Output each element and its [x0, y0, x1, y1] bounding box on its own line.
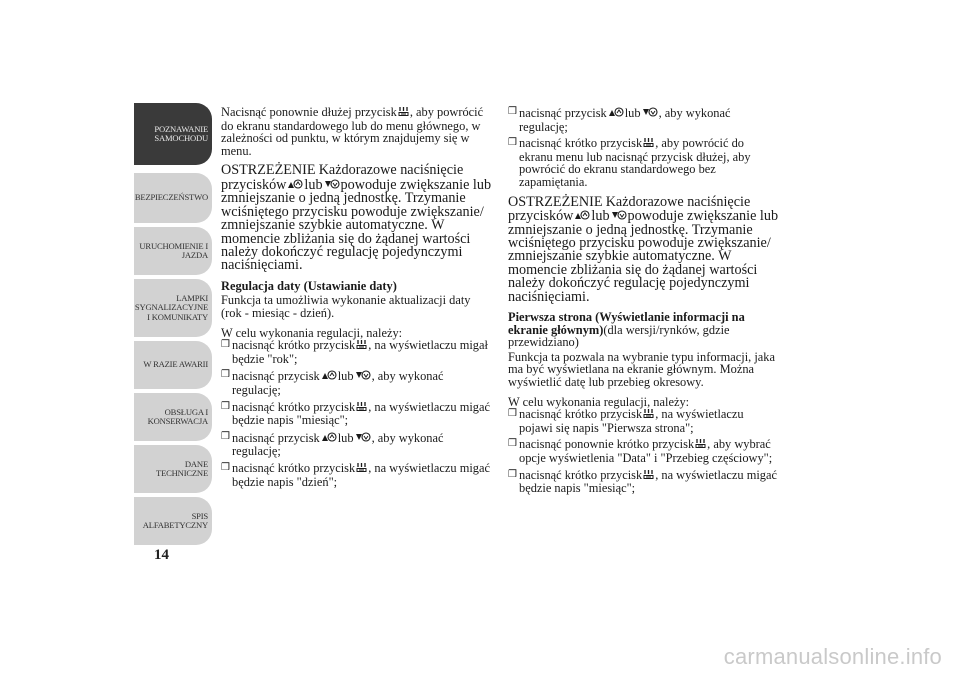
text: lub	[624, 106, 641, 120]
warning-paragraph	[508, 193, 780, 305]
list-item	[508, 438, 780, 464]
instruction-list-left	[221, 339, 493, 488]
tab-label: OBSŁUGA I KONSERWACJA	[147, 406, 208, 426]
list-item	[508, 469, 780, 495]
menu-button-icon	[356, 339, 367, 353]
menu-button-icon	[695, 438, 706, 452]
tab-spis-alfabetyczny[interactable]	[134, 497, 212, 545]
tab-label: SPIS ALFABETYCZNY	[142, 510, 208, 530]
down-button-icon	[642, 106, 658, 121]
text: nacisnąć ponownie krótko przycisk	[519, 437, 695, 452]
checkbox-bullet-icon: ❒	[221, 339, 230, 351]
warning-paragraph	[221, 164, 493, 272]
list-item	[221, 401, 493, 427]
text: , aby wykonać regulację;	[232, 369, 444, 397]
text: nacisnąć krótko przycisk	[519, 467, 643, 482]
text: , aby powrócić do ekranu menu lub nacisnąć przycisk dłużej, aby powrócić do ekranu standardowego bez zapamiętania.	[519, 136, 751, 189]
checkbox-bullet-icon: ❒	[221, 369, 230, 381]
paragraph-return	[221, 106, 493, 157]
text: , aby powrócić do ekranu standardowego lub do menu głównego, w zależności od punktu, w którym znajdujemy się w menu.	[221, 105, 484, 158]
text: nacisnąć krótko przycisk	[232, 460, 356, 475]
paragraph-instructions: W celu wykonania regulacji, należy:	[508, 394, 690, 409]
text: lub	[337, 369, 354, 384]
paragraph-instructions: W celu wykonania regulacji, należy:	[221, 325, 403, 340]
up-button-icon	[321, 431, 337, 446]
warning-label: OSTRZEŻENIE	[221, 162, 316, 179]
tab-label: W RAZIE AWARII	[143, 359, 208, 370]
list-item	[508, 137, 780, 188]
text: lub	[337, 430, 354, 445]
text: nacisnąć przycisk	[519, 106, 607, 120]
checkbox-bullet-icon: ❒	[508, 106, 517, 117]
list-item	[221, 462, 493, 488]
list-item	[221, 431, 493, 458]
tab-dane-techniczne[interactable]	[134, 445, 212, 493]
tab-label: POZNAWANIE SAMOCHODU	[154, 123, 208, 143]
tab-label: URUCHOMIENIE I JAZDA	[139, 240, 208, 260]
down-button-icon	[355, 431, 371, 446]
text: Każdorazowe naciśnięcie przycisków	[508, 193, 751, 224]
text: nacisnąć krótko przycisk	[232, 399, 356, 414]
tab-lampki-sygnalizacyjne[interactable]	[134, 279, 212, 337]
list-item	[508, 408, 780, 434]
tab-label: DANE TECHNICZNE	[156, 458, 208, 478]
checkbox-bullet-icon: ❒	[508, 137, 517, 149]
menu-button-icon	[643, 408, 654, 422]
text: nacisnąć krótko przycisk	[519, 407, 643, 422]
text: powoduje zwiększanie lub zmniejszanie o jedną jednostkę. Trzymanie wciśniętego przycisku powoduje zwiększanie/ zmniejszanie szybkie automatyczne. W momencie zbliżania się do żądanej wartości należy dokończyć regulację pojedynczymi naciśnięciami.	[508, 207, 779, 305]
text: lub	[591, 207, 610, 224]
up-button-icon	[608, 106, 624, 121]
tab-poznawanie-samochodu[interactable]	[134, 103, 212, 165]
tab-bezpieczenstwo[interactable]	[134, 173, 212, 223]
paragraph-date-function: Funkcja ta umożliwia wykonanie aktualizacji daty (rok - miesiąc - dzień).	[221, 293, 471, 320]
watermark: carmanualsonline.info	[723, 644, 942, 669]
paragraph-first-page-function: Funkcja ta pozwala na wybranie typu informacji, jaka ma być wyświetlana na ekranie głównym. Można wyświetlić datę lub przebieg okresowy.	[508, 349, 775, 389]
warning-label: OSTRZEŻENIE	[508, 193, 603, 210]
checkbox-bullet-icon: ❒	[221, 461, 230, 473]
menu-button-icon	[356, 401, 367, 415]
text-column-left	[221, 106, 493, 495]
text-column-right	[508, 106, 780, 502]
tab-obsluga-i-konserwacja[interactable]	[134, 393, 212, 441]
checkbox-bullet-icon: ❒	[508, 438, 517, 450]
instruction-list-right	[508, 408, 780, 495]
text: , na wyświetlaczu migać będzie napis "miesiąc";	[232, 399, 490, 428]
up-button-icon	[321, 369, 337, 384]
list-item	[221, 369, 493, 396]
checkbox-bullet-icon: ❒	[221, 400, 230, 412]
menu-button-icon	[398, 106, 409, 120]
text: Każdorazowe naciśnięcie przycisków	[221, 162, 464, 193]
tab-label: BEZPIECZEŃSTWO	[134, 192, 208, 203]
text: powoduje zwiększanie lub zmniejszanie o jedną jednostkę. Trzymanie wciśniętego przycisku powoduje zwiększanie/ zmniejszanie szybkie automatyczne. W momencie zbliżania się do żądanej wartości należy dokończyć regulację pojedynczymi naciśnięciami.	[221, 176, 492, 274]
checkbox-bullet-icon: ❒	[508, 468, 517, 480]
heading-text: Pierwsza strona (Wyświetlanie informacji na ekranie głównym)	[508, 310, 745, 337]
text: , na wyświetlaczu migać będzie napis "miesiąc";	[519, 467, 777, 496]
checkbox-bullet-icon: ❒	[508, 408, 517, 420]
text: nacisnąć krótko przycisk	[232, 338, 356, 353]
page-number: 14	[154, 547, 169, 563]
text: , aby wybrać opcje wyświetlenia "Data" i "Przebieg częściowy";	[519, 437, 773, 465]
section-heading-first-page	[508, 311, 780, 349]
menu-button-icon	[643, 469, 654, 483]
text: lub	[304, 176, 323, 193]
text: nacisnąć przycisk	[232, 369, 320, 384]
list-item	[508, 106, 780, 133]
instruction-list-right-top	[508, 106, 780, 189]
heading-note: (dla wersji/rynków, gdzie przewidziano)	[508, 322, 730, 350]
tab-w-razie-awarii[interactable]	[134, 341, 212, 389]
menu-button-icon	[356, 462, 367, 476]
tab-label: LAMPKI SYGNALIZACYJNE I KOMUNIKATY	[134, 292, 208, 322]
text: , aby wykonać regulację;	[232, 430, 444, 459]
text: nacisnąć przycisk	[232, 430, 320, 445]
text: , na wyświetlaczu pojawi się napis "Pierwsza strona";	[519, 407, 744, 435]
text: Nacisnąć ponownie dłużej przycisk	[221, 105, 397, 119]
text: , na wyświetlaczu migać będzie napis "dzień";	[232, 460, 490, 489]
section-heading-date: Regulacja daty (Ustawianie daty)	[221, 278, 397, 293]
list-item	[221, 339, 493, 365]
menu-button-icon	[643, 137, 654, 151]
text: , aby wykonać regulację;	[519, 106, 731, 134]
tab-uruchomienie-i-jazda[interactable]	[134, 227, 212, 275]
down-button-icon	[355, 369, 371, 384]
text: nacisnąć krótko przycisk	[519, 136, 643, 151]
checkbox-bullet-icon: ❒	[221, 430, 230, 442]
text: , na wyświetlaczu migał będzie "rok";	[232, 338, 488, 366]
